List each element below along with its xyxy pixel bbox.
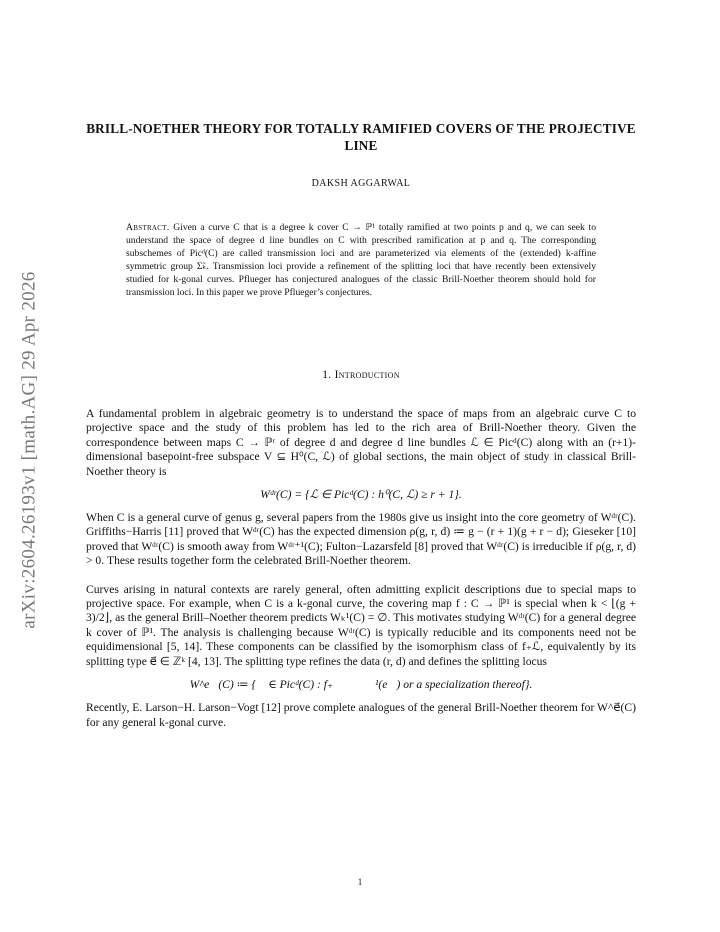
paper-title: BRILL-NOETHER THEORY FOR TOTALLY RAMIFIED COVERS OF THE PROJECTIVE LINE (86, 121, 636, 153)
arxiv-identifier (10, 230, 50, 670)
section-title: 1. Introduction (322, 369, 400, 381)
paragraph-2: When C is a general curve of genus g, several papers from the 1980s give us insight into the core geometry of Wᵈʳ(C). Griffiths−Harris [11] proved that Wᵈʳ(C) has the expected dimension ρ(g, r, d) ≔ g − (r + 1)(g + r − d); Gieseker [10] proved that Wᵈʳ(C) is smooth away from Wᵈʳ⁺¹(C); Fulton−Lazarsfeld [8] proved that Wᵈʳ(C) is irreducible if ρ(g, r, d) > 0. These results together form the celebrated Brill-Noether theorem. (86, 511, 636, 568)
display-equation-1: Wᵈʳ(C) = {ℒ ∈ Picᵈ(C) : h⁰(C, ℒ) ≥ r + 1}. (260, 488, 462, 502)
arxiv-identifier-text: arXiv:2604.26193v1 [math.AG] 29 Apr 2026 (19, 271, 41, 629)
paper-page (86, 120, 636, 730)
display-equation-2: W^e⃗(C) ≔ {ℒ ∈ Picᵈ(C) : f₊ℒ ≅ 𝒪ℙ¹(e⃗) or a specialization thereof}. (189, 678, 533, 692)
paragraph-3: Curves arising in natural contexts are rarely general, often admitting explicit descriptions due to special maps to projective space. For example, when C is a k-gonal curve, the covering map f : C → ℙ¹ is special when k < ⌊(g + 3)/2⌋, as the general Brill–Noether theorem predicts Wₖ¹(C) = ∅. This motivates studying Wᵈʳ(C) for a general degree k cover of ℙ¹. The analysis is challenging because Wᵈʳ(C) is typically reducible and its components need not be equidimensional [5, 14]. These components can be classified by the isomorphism class of f₊ℒ, equivalently by its splitting type e⃗ ∈ ℤᵏ [4, 13]. The splitting type refines the data (r, d) and defines the splitting locus (86, 582, 636, 668)
abstract (126, 221, 596, 299)
paragraph-1: A fundamental problem in algebraic geometry is to understand the space of maps from an algebraic curve C to projective space and the study of this problem has led to the rich area of Brill-Noether theory. Given the correspondence between maps C → ℙʳ of degree d and degree d line bundles ℒ ∈ Picᵈ(C) along with an (r+1)-dimensional basepoint-free subspace V ⊆ H⁰(C, ℒ) of global sections, the main object of study in classical Brill-Noether theory is (86, 407, 636, 478)
page-number: 1 (357, 877, 363, 887)
paragraph-4: Recently, E. Larson−H. Larson−Vogt [12] prove complete analogues of the general Brill-Noether theorem for W^e⃗(C) for any general k-gonal curve. (86, 701, 636, 729)
paper-author: DAKSH AGGARWAL (311, 178, 411, 189)
abstract-heading: Abstract. (126, 222, 170, 233)
abstract-text: Given a curve C that is a degree k cover C → ℙ¹ totally ramified at two points p and q, we can seek to understand the space of degree d line bundles on C with prescribed ramification at p and q. The corresponding subschemes of Picᵈ(C) are called transmission loci and are parameterized via elements of the (extended) k-affine symmetric group Σ̃ₖ. Transmission loci provide a refinement of the splitting loci that have recently been extensively studied for k-gonal curves. Pflueger has conjectured analogues of the classic Brill-Noether theorem should hold for transmission loci. In this paper we prove Pflueger’s conjectures. (126, 222, 596, 298)
